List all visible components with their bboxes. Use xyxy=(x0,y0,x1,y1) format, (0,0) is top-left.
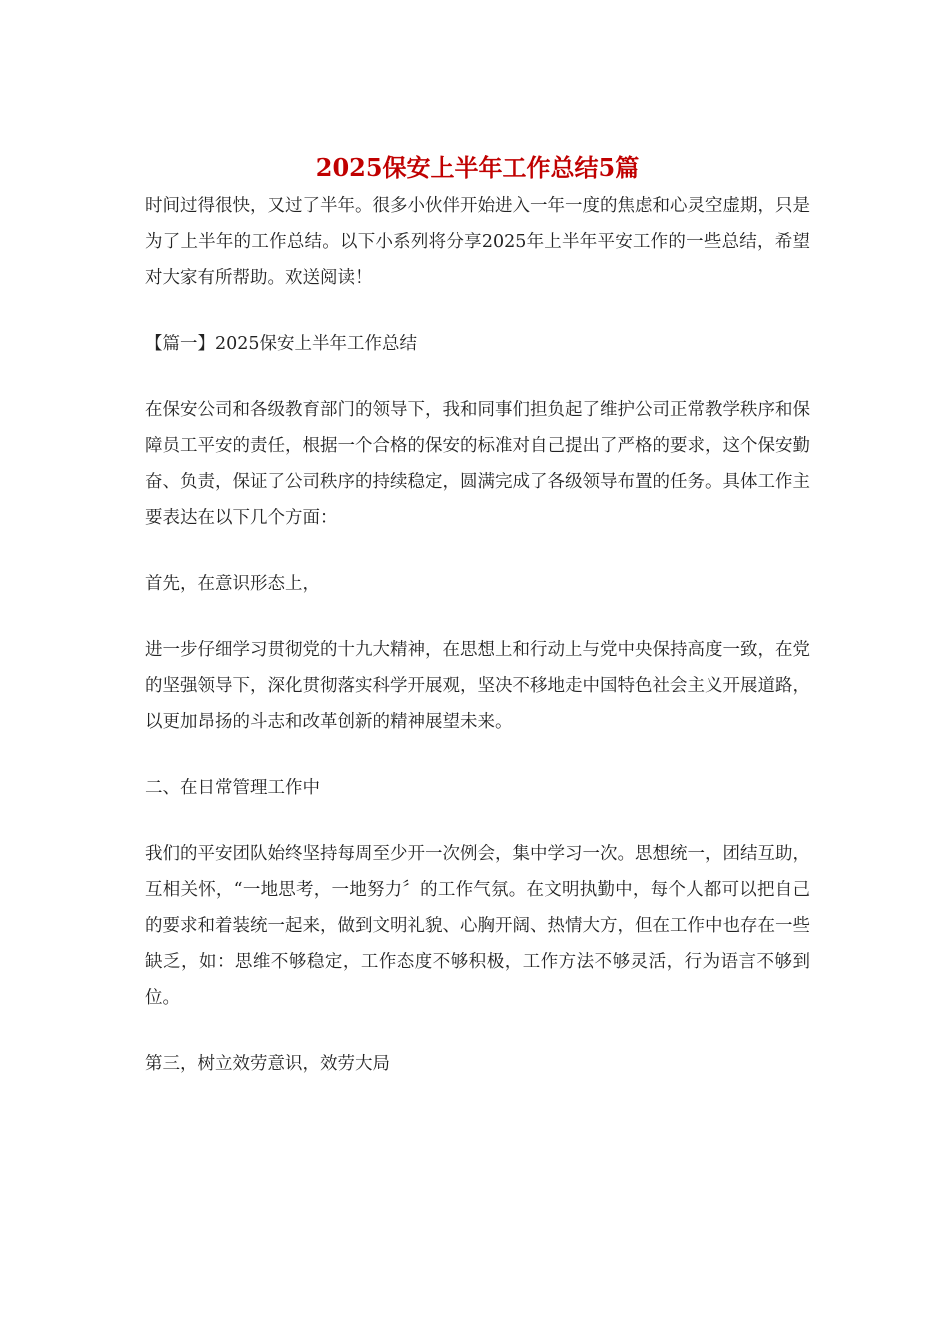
subheading-first-ideology: 首先，在意识形态上， xyxy=(145,574,320,594)
intro-paragraph: 时间过得很快，又过了半年。很多小伙伴开始进入一年一度的焦虑和心灵空虚期，只是为了上半年的工作总结。以下小系列将分享2025年上半年平安工作的一些总结，希望对大家有所帮助。欢送阅读！ xyxy=(145,196,810,288)
document-body xyxy=(145,150,810,1082)
section-heading-part-one: 【篇一】2025保安上半年工作总结 xyxy=(145,334,418,354)
body-paragraph: 我们的平安团队始终坚持每周至少开一次例会，集中学习一次。思想统一，团结互助，互相关怀，“一地思考，一地努力〞的工作气氛。在文明执勤中，每个人都可以把自己的要求和着装统一起来，做到文明礼貌、心胸开阔、热情大方，但在工作中也存在一些缺乏，如：思维不够稳定，工作态度不够积极，工作方法不够灵活，行为语言不够到位。 xyxy=(145,844,810,1008)
subheading-second-daily-management: 二、在日常管理工作中 xyxy=(145,778,320,798)
document-title: 2025保安上半年工作总结5篇 xyxy=(315,153,640,182)
body-paragraph: 在保安公司和各级教育部门的领导下，我和同事们担负起了维护公司正常教学秩序和保障员工平安的责任，根据一个合格的保安的标准对自己提出了严格的要求，这个保安勤奋、负责，保证了公司秩序的持续稳定，圆满完成了各级领导布置的任务。具体工作主要表达在以下几个方面： xyxy=(145,400,810,528)
body-paragraph: 进一步仔细学习贯彻党的十九大精神，在思想上和行动上与党中央保持高度一致，在党的坚强领导下，深化贯彻落实科学开展观，坚决不移地走中国特色社会主义开展道路，以更加昂扬的斗志和改革创新的精神展望未来。 xyxy=(145,640,810,732)
subheading-third-service: 第三，树立效劳意识，效劳大局 xyxy=(145,1054,390,1074)
